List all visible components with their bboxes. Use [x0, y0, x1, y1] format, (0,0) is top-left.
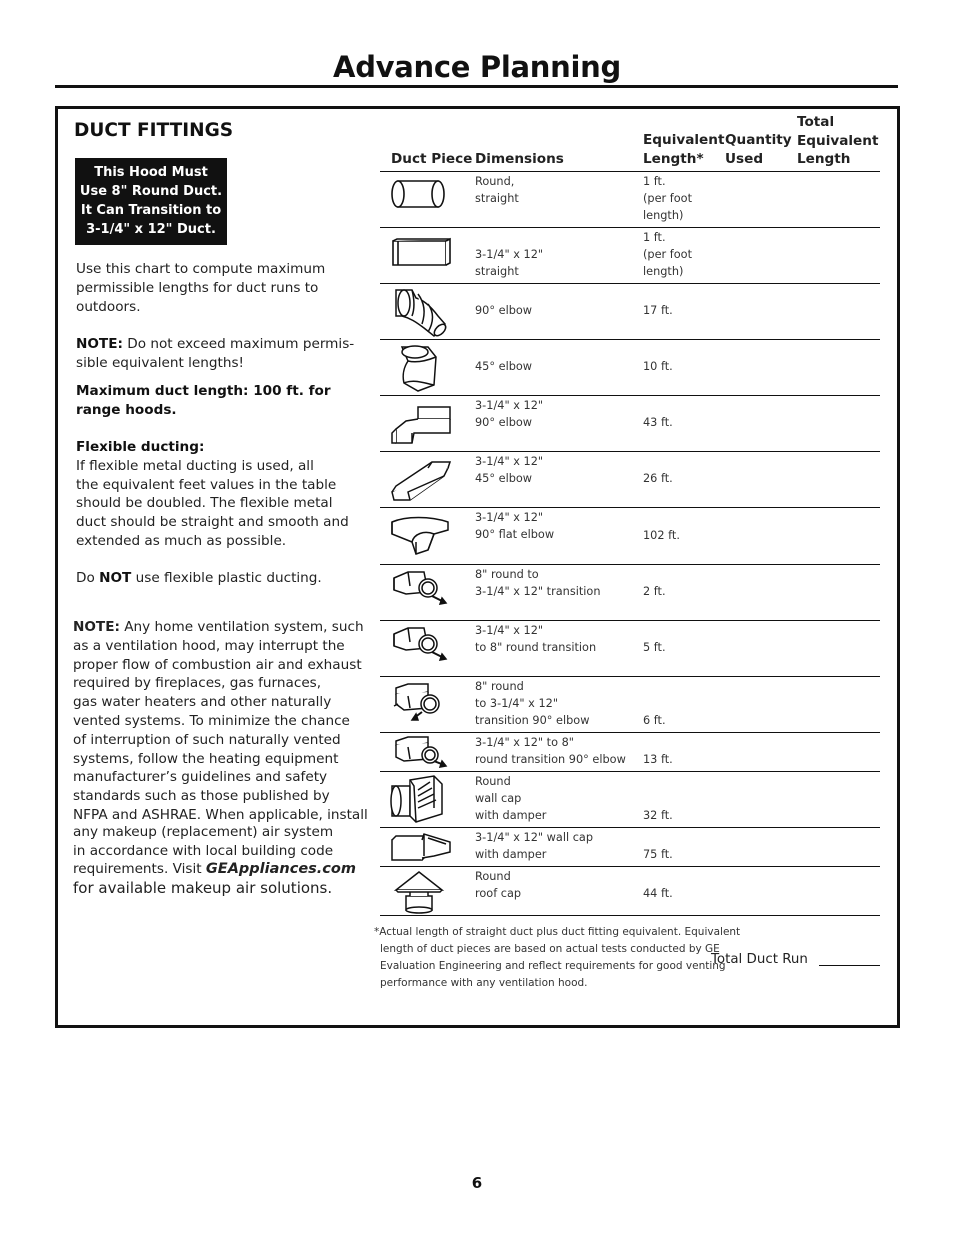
dimension-cell: 3-1/4" x 12" to 8" round transition: [475, 624, 597, 654]
dimension-cell: 3-1/4" x 12" wall cap with damper: [475, 831, 594, 861]
table-rule: [380, 771, 880, 772]
callout-line: 3-1/4" x 12" Duct.: [86, 222, 216, 237]
callout-line: It Can Transition to: [80, 203, 222, 218]
rect-straight-duct-icon: [388, 235, 452, 271]
equivalent-length-cell: 44 ft.: [643, 887, 673, 900]
round-wall-cap-icon: [388, 774, 452, 824]
header-quantity-used: Quantity Used: [725, 132, 792, 167]
page-title: Advance Planning: [333, 50, 621, 84]
note-max-lengths: NOTE: Do not exceed maximum permis- sible equivalent lengths!: [76, 336, 355, 371]
round-90-elbow-icon: [388, 286, 452, 338]
rect-45-elbow-icon: [388, 458, 452, 504]
equivalent-length-cell: 75 ft.: [643, 848, 673, 861]
equivalent-length-cell: 5 ft.: [643, 641, 666, 654]
dimension-cell: 3-1/4" x 12" straight: [475, 248, 544, 278]
equivalent-length-cell: 6 ft.: [643, 714, 666, 727]
title-rule: [55, 85, 898, 88]
equivalent-length-cell: 1 ft. (per foot length): [643, 231, 692, 278]
dimension-cell: Round roof cap: [475, 870, 522, 900]
note-label: NOTE:: [76, 336, 123, 352]
ventilation-note: NOTE: Any home ventilation system, such as a ventilation hood, may interrupt the proper flow of combustion air and exhaust required by fireplaces, gas furnaces, gas water heaters and other naturally vented systems. To minimize the chance of interruption of such naturally vented systems, follow the heating equipment manufacturer’s guidelines and safety standards such as those published by NFPA and ASHRAE. When applicable, install any makeup (replacement) air system in accordance with local building code requirements. Visit GEAppliances.com for available makeup air solutions.: [73, 619, 368, 898]
round-roof-cap-icon: [388, 868, 452, 914]
rect-to-round-90-transition-icon: [388, 735, 452, 769]
dimension-cell: Round, straight: [475, 175, 519, 205]
header-duct-piece: Duct Piece: [391, 151, 473, 167]
header-dimensions: Dimensions: [475, 151, 564, 167]
duct-requirement-callout: [75, 158, 227, 245]
ge-appliances-link[interactable]: GEAppliances.com: [205, 861, 356, 878]
header-equivalent-length: Equivalent Length*: [643, 132, 725, 167]
equivalent-length-cell: 32 ft.: [643, 809, 673, 822]
equivalent-length-cell: 102 ft.: [643, 529, 680, 542]
equivalent-length-cell: 43 ft.: [643, 416, 673, 429]
total-duct-run-label: Total Duct Run: [711, 952, 808, 967]
round-to-rect-transition-icon: [388, 568, 452, 608]
table-rule: [380, 395, 880, 396]
table-rule: [380, 915, 880, 916]
equivalent-length-cell: 17 ft.: [643, 304, 673, 317]
table-rule: [380, 171, 880, 172]
max-duct-length: Maximum duct length: 100 ft. for range hoods.: [76, 383, 331, 418]
equivalent-length-cell: 13 ft.: [643, 753, 673, 766]
total-duct-run-blank[interactable]: [819, 965, 880, 966]
table-rule: [380, 827, 880, 828]
equivalent-length-cell: 1 ft. (per foot length): [643, 175, 692, 222]
rect-90-elbow-icon: [388, 403, 452, 447]
table-rule: [380, 676, 880, 677]
round-straight-duct-icon: [388, 176, 452, 212]
table-footnote: *Actual length of straight duct plus duct fitting equivalent. Equivalent length of duct pieces are based on actual tests conducted by GE Evaluation Engineering and reflect requirements for good venting performance with any ventilation hood.: [374, 926, 741, 989]
section-heading: DUCT FITTINGS: [74, 120, 234, 141]
round-45-elbow-icon: [388, 343, 452, 393]
dimension-cell: 3-1/4" x 12" 90° flat elbow: [475, 511, 555, 541]
callout-line: This Hood Must: [94, 165, 208, 180]
equivalent-length-cell: 2 ft.: [643, 585, 666, 598]
table-rule: [380, 451, 880, 452]
table-rule: [380, 732, 880, 733]
flexible-ducting-section: Flexible ducting: If flexible metal ducting is used, all the equivalent feet values in the table should be doubled. The flexible metal duct should be straight and smooth and extended as much as possible.: [76, 439, 349, 549]
table-rule: [380, 339, 880, 340]
dimension-cell: 90° elbow: [475, 304, 533, 317]
header-total-equivalent-length: Total Equivalent Length: [797, 114, 879, 167]
page-number: 6: [471, 1174, 483, 1192]
equivalent-length-cell: 26 ft.: [643, 472, 673, 485]
equivalent-length-cell: 10 ft.: [643, 360, 673, 373]
intro-text: Use this chart to compute maximum permissible lengths for duct runs to outdoors.: [76, 261, 326, 315]
dimension-cell: 8" round to 3-1/4" x 12" transition: [475, 568, 601, 598]
dimension-cell: 3-1/4" x 12" to 8" round transition 90° elbow: [475, 736, 626, 766]
rect-wall-cap-icon: [388, 830, 452, 864]
round-to-rect-90-transition-icon: [388, 680, 452, 726]
flexible-ducting-heading: Flexible ducting:: [76, 439, 205, 455]
table-rule: [380, 866, 880, 867]
dimension-cell: 45° elbow: [475, 360, 533, 373]
rect-90-flat-elbow-icon: [388, 512, 452, 558]
table-rule: [380, 564, 880, 565]
no-plastic-ducting: Do NOT use flexible plastic ducting.: [76, 570, 322, 586]
dimension-cell: 3-1/4" x 12" 45° elbow: [475, 455, 544, 485]
callout-line: Use 8" Round Duct.: [79, 184, 223, 199]
table-rule: [380, 620, 880, 621]
dimension-cell: Round wall cap with damper: [475, 775, 547, 822]
table-rule: [380, 227, 880, 228]
dimension-cell: 8" round to 3-1/4" x 12" transition 90° elbow: [475, 680, 590, 727]
rect-to-round-transition-icon: [388, 624, 452, 664]
table-rule: [380, 507, 880, 508]
table-rule: [380, 283, 880, 284]
dimension-cell: 3-1/4" x 12" 90° elbow: [475, 399, 544, 429]
note-label: NOTE:: [73, 619, 120, 635]
